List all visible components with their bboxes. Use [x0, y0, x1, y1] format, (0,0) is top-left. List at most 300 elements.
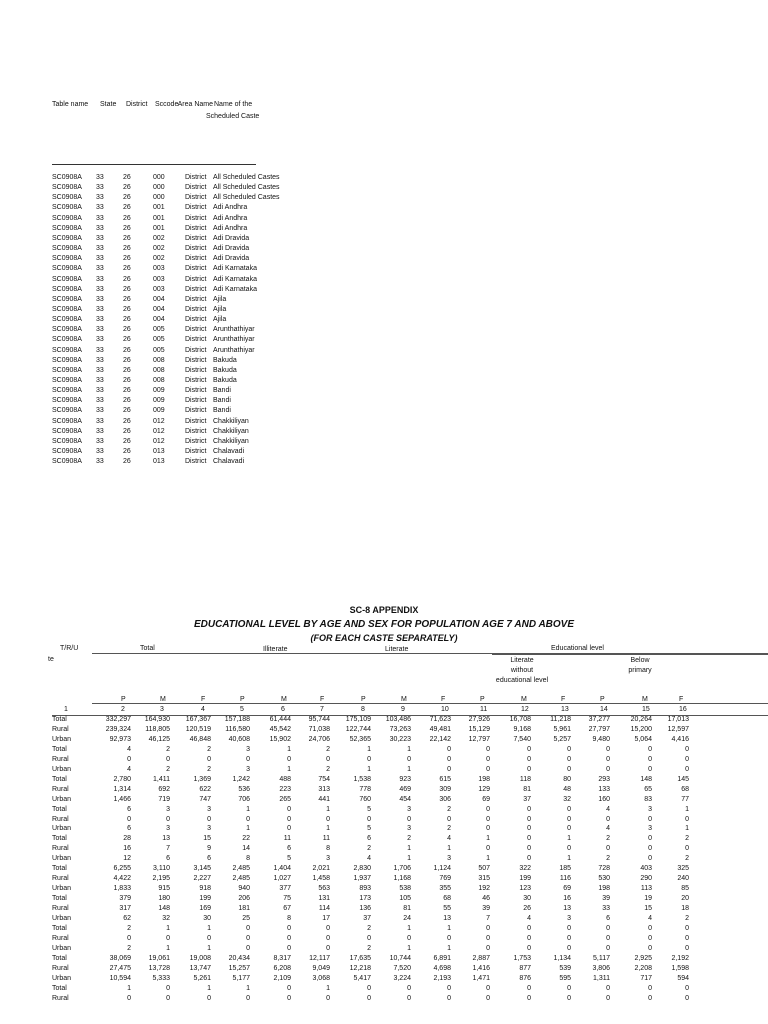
table-cell: 2: [447, 805, 451, 813]
list-cell-area-name: District: [185, 356, 207, 364]
table-cell: 0: [207, 755, 211, 763]
table-cell: 9,049: [312, 964, 330, 972]
list-cell-sccode: 002: [153, 255, 165, 263]
table-cell: 11: [283, 835, 291, 843]
header-district: District: [126, 101, 148, 108]
table-cell: 49,481: [429, 725, 451, 733]
list-cell-district: 26: [123, 356, 131, 364]
table-cell: 169: [199, 905, 211, 913]
table-cell: 6: [166, 855, 170, 863]
table-cell: 0: [447, 745, 451, 753]
table-cell: 0: [486, 815, 490, 823]
table-cell: 0: [407, 934, 411, 942]
list-cell-district: 26: [123, 387, 131, 395]
table-cell: 1: [685, 805, 689, 813]
report-subtitle: (FOR EACH CASTE SEPARATELY): [310, 633, 458, 643]
table-cell: 2: [606, 835, 610, 843]
table-cell: 2: [447, 825, 451, 833]
header-tru: T/R/U: [60, 645, 79, 652]
header-total: Total: [140, 645, 155, 652]
table-cell: 6: [287, 845, 291, 853]
list-cell-district: 26: [123, 255, 131, 263]
table-cell: 3: [447, 855, 451, 863]
table-cell: 1: [326, 984, 330, 992]
table-cell: 0: [567, 845, 571, 853]
table-cell: 1,416: [472, 964, 490, 972]
list-cell-area-name: District: [185, 316, 207, 324]
list-cell-state: 33: [96, 255, 104, 263]
list-cell-state: 33: [96, 204, 104, 212]
table-cell: 0: [527, 924, 531, 932]
list-cell-sccode: 001: [153, 204, 165, 212]
table-cell: 3: [166, 805, 170, 813]
row-label: Urban: [52, 735, 72, 743]
table-cell: 594: [677, 974, 689, 982]
row-label: Urban: [52, 944, 72, 952]
table-cell: 19,061: [148, 954, 170, 962]
table-cell: 315: [478, 875, 490, 883]
table-cell: 2: [166, 745, 170, 753]
header-below-primary-1: Below: [630, 657, 650, 664]
list-cell-sc-name: Arunthathiyar: [213, 346, 255, 354]
table-cell: 20,434: [228, 954, 250, 962]
list-cell-sc-name: Bandi: [213, 407, 231, 415]
sex-col-header: F: [441, 696, 446, 703]
table-cell: 120,519: [185, 725, 211, 733]
table-cell: 0: [287, 755, 291, 763]
table-cell: 0: [127, 994, 131, 1002]
row-label: Rural: [52, 905, 69, 913]
list-cell-table-name: SC0908A: [52, 285, 82, 293]
table-cell: 488: [279, 775, 291, 783]
table-cell: 69: [482, 795, 490, 803]
table-cell: 0: [287, 934, 291, 942]
list-cell-state: 33: [96, 174, 104, 181]
table-cell: 3: [648, 805, 652, 813]
table-cell: 0: [246, 815, 250, 823]
table-cell: 530: [598, 875, 610, 883]
row-label: Total: [52, 954, 67, 962]
table-cell: 3: [648, 825, 652, 833]
list-cell-district: 26: [123, 295, 131, 303]
list-cell-sccode: 000: [153, 194, 165, 202]
list-cell-sccode: 000: [153, 174, 165, 181]
list-cell-district: 26: [123, 437, 131, 445]
list-cell-state: 33: [96, 437, 104, 445]
row-label: Total: [52, 984, 67, 992]
table-cell: 73,263: [389, 725, 411, 733]
table-cell: 317: [119, 905, 131, 913]
table-cell: 0: [567, 765, 571, 773]
table-cell: 67: [283, 905, 291, 913]
header-area-name: Area Name: [177, 101, 213, 108]
table-cell: 10,744: [389, 954, 411, 962]
list-cell-area-name: District: [185, 417, 207, 425]
table-cell: 923: [399, 775, 411, 783]
table-cell: 1: [127, 984, 131, 992]
table-cell: 46,125: [148, 735, 170, 743]
list-cell-sccode: 001: [153, 214, 165, 222]
table-cell: 2: [207, 745, 211, 753]
table-cell: 83: [644, 795, 652, 803]
table-row: [0, 855, 768, 865]
table-cell: 1: [447, 845, 451, 853]
table-cell: 15,257: [228, 964, 250, 972]
list-cell-state: 33: [96, 377, 104, 384]
table-cell: 6,208: [273, 964, 291, 972]
table-cell: 68: [443, 895, 451, 903]
table-cell: 13: [162, 835, 170, 843]
table-cell: 0: [326, 994, 330, 1002]
table-cell: 290: [640, 875, 652, 883]
table-cell: 0: [567, 924, 571, 932]
table-cell: 27,926: [468, 716, 490, 723]
table-cell: 0: [606, 924, 610, 932]
list-cell-sc-name: Adi Dravida: [213, 245, 250, 253]
list-cell-area-name: District: [185, 204, 207, 212]
list-cell-table-name: SC0908A: [52, 377, 82, 384]
table-cell: 0: [246, 924, 250, 932]
list-cell-sc-name: Chalavadi: [213, 448, 245, 456]
table-cell: 4: [527, 915, 531, 922]
col-number: 14: [600, 706, 608, 713]
table-cell: 0: [567, 934, 571, 942]
table-cell: 760: [359, 795, 371, 803]
list-cell-table-name: SC0908A: [52, 184, 82, 192]
list-cell-area-name: District: [185, 224, 207, 232]
table-row: [0, 965, 768, 975]
table-cell: 3,806: [592, 964, 610, 972]
table-cell: 118: [519, 775, 531, 783]
table-cell: 16,708: [509, 716, 531, 723]
table-cell: 0: [527, 765, 531, 773]
table-cell: 0: [486, 825, 490, 833]
table-cell: 595: [559, 974, 571, 982]
table-cell: 2: [326, 745, 330, 753]
table-cell: 306: [439, 795, 451, 803]
table-cell: 15,902: [269, 735, 291, 743]
table-cell: 6,255: [113, 865, 131, 873]
list-cell-district: 26: [123, 275, 131, 283]
row-label: Rural: [52, 934, 69, 942]
table-cell: 11,218: [550, 716, 571, 723]
table-cell: 32: [162, 915, 170, 922]
list-cell-district: 26: [123, 285, 131, 293]
row-label: Total: [52, 835, 67, 843]
table-cell: 0: [567, 994, 571, 1002]
table-cell: 69: [563, 885, 571, 893]
table-cell: 129: [478, 785, 490, 793]
list-cell-state: 33: [96, 184, 104, 192]
sex-col-header: P: [361, 696, 366, 703]
table-cell: 1: [685, 825, 689, 833]
table-cell: 24,706: [308, 735, 330, 743]
list-cell-area-name: District: [185, 407, 207, 415]
list-cell-sc-name: Chakkiliyan: [213, 417, 249, 425]
table-cell: 0: [407, 994, 411, 1002]
table-cell: 20,264: [630, 716, 652, 723]
list-cell-sc-name: Adi Dravida: [213, 255, 250, 263]
table-cell: 3: [246, 745, 250, 753]
list-cell-sc-name: Adi Andhra: [213, 224, 248, 232]
table-cell: 0: [326, 815, 330, 823]
table-cell: 131: [318, 895, 330, 903]
list-cell-district: 26: [123, 417, 131, 425]
list-cell-district: 26: [123, 377, 131, 384]
list-cell-area-name: District: [185, 448, 207, 456]
table-cell: 0: [527, 845, 531, 853]
table-cell: 148: [158, 905, 170, 913]
list-cell-area-name: District: [185, 184, 207, 192]
table-cell: 2,193: [433, 974, 451, 982]
list-cell-sccode: 001: [153, 224, 165, 232]
list-cell-state: 33: [96, 346, 104, 354]
table-cell: 332,297: [105, 716, 131, 723]
table-cell: 0: [685, 984, 689, 992]
table-cell: 0: [527, 944, 531, 952]
table-cell: 615: [439, 775, 451, 783]
list-cell-area-name: District: [185, 427, 207, 435]
table-cell: 6,891: [433, 954, 451, 962]
list-cell-district: 26: [123, 234, 131, 242]
sex-col-header: F: [561, 696, 566, 703]
table-cell: 563: [318, 885, 330, 893]
table-row: [0, 825, 768, 835]
table-cell: 0: [246, 934, 250, 942]
table-cell: 0: [567, 825, 571, 833]
list-cell-table-name: SC0908A: [52, 417, 82, 425]
table-cell: 403: [640, 865, 652, 873]
table-row: [0, 776, 768, 786]
list-cell-state: 33: [96, 326, 104, 334]
table-cell: 15: [644, 905, 652, 913]
table-cell: 0: [685, 765, 689, 773]
table-cell: 3: [207, 805, 211, 813]
list-cell-state: 33: [96, 427, 104, 435]
table-cell: 507: [478, 865, 490, 873]
table-cell: 0: [567, 944, 571, 952]
list-cell-table-name: SC0908A: [52, 224, 82, 232]
table-cell: 9,168: [513, 725, 531, 733]
sex-col-header: M: [281, 696, 287, 703]
table-cell: 2,192: [671, 954, 689, 962]
row-label: Rural: [52, 845, 69, 853]
list-cell-state: 33: [96, 265, 104, 273]
table-cell: 2: [606, 855, 610, 863]
list-cell-sccode: 012: [153, 437, 165, 445]
col-number: 9: [401, 706, 405, 713]
table-cell: 173: [359, 895, 371, 903]
list-cell-table-name: SC0908A: [52, 316, 82, 324]
table-cell: 0: [527, 745, 531, 753]
table-cell: 13,747: [189, 964, 211, 972]
table-cell: 322: [519, 865, 531, 873]
table-cell: 1: [207, 944, 211, 952]
table-cell: 4,698: [433, 964, 451, 972]
table-cell: 4: [606, 805, 610, 813]
table-cell: 167,367: [185, 716, 211, 723]
list-cell-sccode: 002: [153, 234, 165, 242]
table-cell: 175,109: [345, 716, 371, 723]
table-cell: 71,038: [308, 725, 330, 733]
table-cell: 6: [127, 805, 131, 813]
table-cell: 0: [685, 845, 689, 853]
table-cell: 2,780: [113, 775, 131, 783]
list-cell-sccode: 012: [153, 417, 165, 425]
table-cell: 1,753: [513, 954, 531, 962]
table-cell: 5,417: [353, 974, 371, 982]
table-cell: 1,598: [671, 964, 689, 972]
table-cell: 0: [166, 815, 170, 823]
table-cell: 103,486: [385, 716, 411, 723]
row-label: Urban: [52, 974, 72, 982]
table-cell: 0: [287, 924, 291, 932]
table-cell: 622: [199, 785, 211, 793]
list-cell-sccode: 009: [153, 397, 165, 405]
table-cell: 3: [166, 825, 170, 833]
col-number: 1: [64, 706, 68, 713]
table-cell: 5,257: [553, 735, 571, 743]
table-cell: 2,485: [232, 875, 250, 883]
table-cell: 239,324: [105, 725, 131, 733]
list-cell-area-name: District: [185, 194, 207, 202]
table-cell: 198: [478, 775, 490, 783]
list-cell-sccode: 005: [153, 336, 165, 344]
table-cell: 61,444: [269, 716, 291, 723]
list-cell-state: 33: [96, 234, 104, 242]
list-cell-state: 33: [96, 305, 104, 313]
list-cell-district: 26: [123, 194, 131, 202]
list-cell-state: 33: [96, 458, 104, 466]
table-cell: 0: [648, 984, 652, 992]
col-number: 8: [361, 706, 365, 713]
table-cell: 7,540: [513, 735, 531, 743]
table-cell: 6: [367, 835, 371, 843]
table-cell: 15,200: [630, 725, 652, 733]
table-cell: 1: [407, 944, 411, 952]
table-cell: 0: [486, 994, 490, 1002]
table-cell: 3,145: [193, 865, 211, 873]
row-label: Total: [52, 805, 67, 813]
table-cell: 4: [648, 915, 652, 922]
table-cell: 185: [559, 865, 571, 873]
table-cell: 0: [685, 745, 689, 753]
table-cell: 0: [606, 994, 610, 1002]
table-cell: 0: [606, 815, 610, 823]
table-cell: 0: [648, 924, 652, 932]
list-cell-sc-name: All Scheduled Castes: [213, 184, 280, 192]
list-cell-table-name: SC0908A: [52, 437, 82, 445]
header-rule-2: [492, 654, 768, 655]
list-cell-sc-name: Arunthathiyar: [213, 336, 255, 344]
table-row: [0, 905, 768, 915]
table-cell: 355: [439, 885, 451, 893]
list-cell-district: 26: [123, 184, 131, 192]
header-educational-level: Educational level: [551, 645, 604, 652]
list-cell-table-name: SC0908A: [52, 387, 82, 395]
table-cell: 0: [326, 924, 330, 932]
table-cell: 6: [606, 915, 610, 922]
row-label: Total: [52, 745, 67, 753]
table-cell: 199: [519, 875, 531, 883]
table-cell: 3: [326, 855, 330, 863]
list-cell-sccode: 013: [153, 448, 165, 456]
list-cell-table-name: SC0908A: [52, 295, 82, 303]
list-cell-state: 33: [96, 275, 104, 283]
row-label: Total: [52, 895, 67, 903]
table-cell: 0: [287, 984, 291, 992]
table-cell: 164,930: [144, 716, 170, 723]
row-label: Rural: [52, 785, 69, 793]
table-cell: 13: [563, 905, 571, 913]
report-title: EDUCATIONAL LEVEL BY AGE AND SEX FOR POPULATION AGE 7 AND ABOVE: [193, 619, 575, 630]
table-cell: 2: [685, 915, 689, 922]
table-cell: 2,195: [152, 875, 170, 883]
table-cell: 118,805: [145, 725, 170, 733]
table-cell: 5,333: [152, 974, 170, 982]
table-cell: 2,925: [634, 954, 652, 962]
table-cell: 9: [207, 845, 211, 853]
table-cell: 877: [519, 964, 531, 972]
table-cell: 11: [322, 835, 330, 843]
table-row: [0, 945, 768, 955]
list-cell-sccode: 009: [153, 387, 165, 395]
list-cell-sc-name: Adi Karnataka: [213, 285, 257, 293]
list-cell-area-name: District: [185, 387, 207, 395]
table-cell: 33: [602, 905, 610, 913]
table-cell: 116: [559, 875, 571, 883]
table-cell: 1: [287, 745, 291, 753]
table-cell: 0: [447, 984, 451, 992]
table-cell: 0: [567, 815, 571, 823]
table-cell: 1: [207, 984, 211, 992]
table-cell: 68: [681, 785, 689, 793]
table-cell: 5: [367, 805, 371, 813]
list-cell-state: 33: [96, 336, 104, 344]
table-cell: 1,471: [472, 974, 490, 982]
list-cell-district: 26: [123, 448, 131, 456]
table-cell: 39: [602, 895, 610, 903]
table-cell: 145: [677, 775, 689, 783]
row-label: Rural: [52, 994, 69, 1002]
table-cell: 0: [367, 755, 371, 763]
table-cell: 0: [207, 815, 211, 823]
table-cell: 1,168: [393, 875, 411, 883]
table-cell: 0: [606, 755, 610, 763]
table-cell: 17: [322, 915, 330, 922]
table-cell: 3: [567, 915, 571, 922]
table-cell: 0: [685, 994, 689, 1002]
list-cell-state: 33: [96, 417, 104, 425]
table-cell: 4,422: [113, 875, 131, 883]
list-cell-sc-name: Adi Andhra: [213, 204, 248, 212]
table-cell: 37: [363, 915, 371, 922]
table-cell: 0: [527, 994, 531, 1002]
table-cell: 1: [287, 765, 291, 773]
table-cell: 80: [563, 775, 571, 783]
table-cell: 13,728: [148, 964, 170, 972]
table-cell: 0: [527, 835, 531, 843]
list-cell-table-name: SC0908A: [52, 255, 82, 263]
table-cell: 2: [685, 835, 689, 843]
table-cell: 0: [246, 994, 250, 1002]
table-cell: 0: [326, 934, 330, 942]
table-cell: 12,797: [468, 735, 490, 743]
table-cell: 0: [127, 815, 131, 823]
col-number: 16: [679, 706, 687, 713]
list-cell-area-name: District: [185, 366, 207, 374]
header-illiterate: Illiterate: [263, 646, 288, 653]
